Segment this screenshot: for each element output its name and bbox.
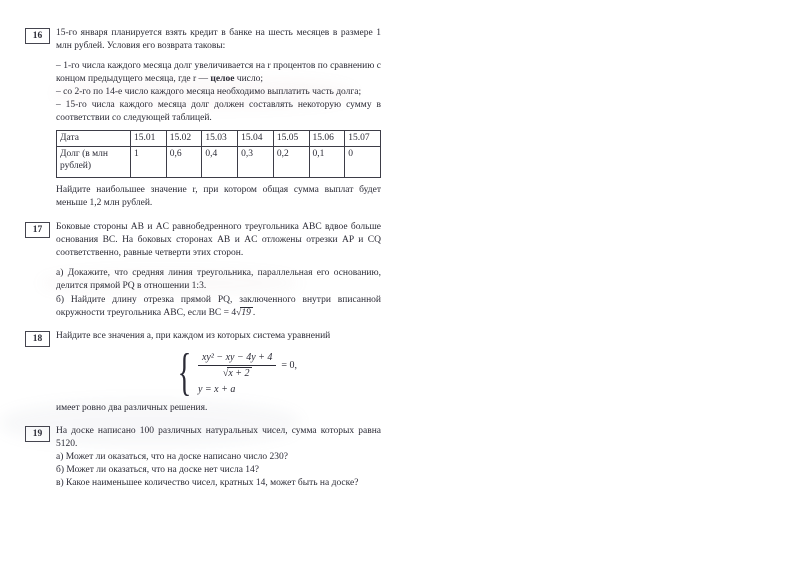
problem-17-intro: Боковые стороны AB и AC равнобедренного треугольника ABC вдвое больше основания BC. На боковых сторонах AB и AC отложены отрезки AP и CQ соответственно, равные четверти этих сторон. xyxy=(56,222,381,258)
problem-19 xyxy=(25,425,381,490)
radical-sign: √ xyxy=(222,367,228,379)
problem-19-number: 19 xyxy=(25,426,50,442)
problem-19-part-b: б) Может ли оказаться, что на доске нет числа 14? xyxy=(56,465,260,475)
exam-page xyxy=(25,27,381,490)
problem-16-number: 16 xyxy=(25,28,50,44)
table-header-cell: 15.03 xyxy=(202,131,238,147)
condition-1-text: – 1-го числа каждого месяца долг увеличивается на r процентов по сравнению с концом предыдущего месяца, где r — xyxy=(56,61,381,84)
equation-1 xyxy=(198,351,297,381)
part-b-text: б) Найдите длину отрезка прямой PQ, заключенного внутри вписанной окружности треугольника ABC, если BC = 4 xyxy=(56,295,381,318)
problem-17-part-b xyxy=(56,294,381,320)
condition-1-bold: целое xyxy=(210,74,235,84)
table-cell: 0,4 xyxy=(202,147,238,178)
fraction-denominator xyxy=(223,366,252,381)
table-cell: 0,1 xyxy=(309,147,345,178)
equation-1-rhs: = 0, xyxy=(281,360,298,371)
problem-19-intro: На доске написано 100 различных натуральных чисел, сумма которых равна 5120. xyxy=(56,426,381,449)
table-header-row xyxy=(57,131,381,147)
system-body xyxy=(198,351,297,396)
table-row-label: Долг (в млн рублей) xyxy=(57,147,131,178)
problem-16-conditions xyxy=(56,60,381,125)
table-header-cell: 15.05 xyxy=(273,131,309,147)
table-header-cell: 15.01 xyxy=(131,131,167,147)
radicand: 19 xyxy=(241,308,251,318)
table-cell: 0,3 xyxy=(238,147,274,178)
condition-2: – со 2-го по 14-е число каждого месяца необходимо выплатить часть долга; xyxy=(56,87,362,97)
part-b-tail: . xyxy=(252,308,256,318)
sqrt-expression xyxy=(223,367,252,379)
problem-17-part-a: а) Докажите, что средняя линия треугольника, параллельная его основанию, делится прямой PQ в отношении 1:3. xyxy=(56,268,381,291)
radicand: x + 2 xyxy=(228,367,250,379)
problem-16-question: Найдите наибольшее значение r, при котором общая сумма выплат будет меньше 1,2 млн рублей. xyxy=(56,185,381,208)
equation-2: y = x + a xyxy=(197,383,236,395)
problem-18-number: 18 xyxy=(25,331,50,347)
table-cell: 0,2 xyxy=(273,147,309,178)
problem-16 xyxy=(25,27,381,221)
problem-19-content xyxy=(56,425,381,490)
problem-18-outro: имеет ровно два различных решения. xyxy=(56,403,208,413)
problem-19-part-c: в) Какое наименьшее количество чисел, кратных 14, может быть на доске? xyxy=(56,478,359,488)
table-cell: 0,6 xyxy=(166,147,202,178)
condition-3: – 15-го числа каждого месяца долг должен составлять некоторую сумму в соответствии со следующей таблицей. xyxy=(56,100,381,123)
problem-18 xyxy=(25,330,381,425)
problem-17-number: 17 xyxy=(25,222,50,238)
table-header-cell: 15.02 xyxy=(166,131,202,147)
problem-16-content xyxy=(56,27,381,221)
system-brace: { xyxy=(177,344,192,401)
credit-schedule-table xyxy=(56,130,381,178)
table-header-cell: 15.04 xyxy=(238,131,274,147)
table-data-row xyxy=(57,147,381,178)
sqrt-expression xyxy=(236,307,256,318)
table-header-cell: Дата xyxy=(57,131,131,147)
problem-17 xyxy=(25,221,381,330)
fraction xyxy=(198,351,276,381)
condition-1 xyxy=(56,60,381,86)
condition-1-tail: число; xyxy=(234,74,264,84)
fraction-numerator: xy² − xy − 4y + 4 xyxy=(198,351,276,366)
problem-19-part-a: а) Может ли оказаться, что на доске написано число 230? xyxy=(56,452,288,462)
problem-18-intro: Найдите все значения a, при каждом из которых система уравнений xyxy=(56,331,331,341)
radical-sign: √ xyxy=(236,308,241,318)
problem-16-intro: 15-го января планируется взять кредит в банке на шесть месяцев в размере 1 млн рублей. Условия его возврата таковы: xyxy=(56,28,381,51)
table-header-cell: 15.06 xyxy=(309,131,345,147)
table-header-cell: 15.07 xyxy=(345,131,381,147)
equation-system xyxy=(172,344,381,401)
table-cell: 1 xyxy=(131,147,167,178)
table-cell: 0 xyxy=(345,147,381,178)
problem-18-content xyxy=(56,330,381,425)
problem-17-content xyxy=(56,221,381,330)
